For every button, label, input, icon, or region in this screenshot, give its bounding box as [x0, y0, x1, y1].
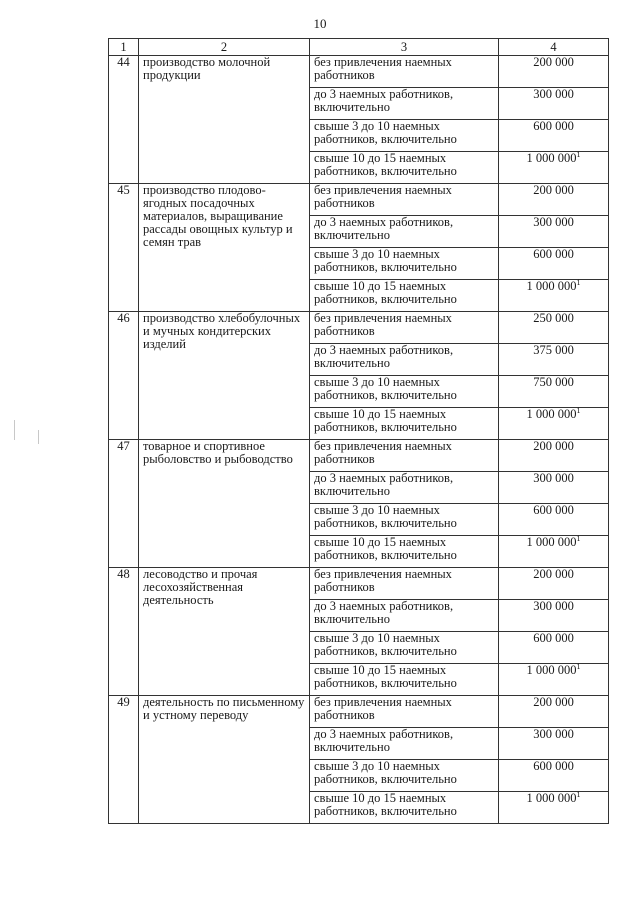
table-row [109, 312, 609, 344]
amount-cell [499, 312, 609, 344]
employee-condition: до 3 наемных работников, включительно [310, 472, 499, 504]
amount-value: 200 000 [533, 695, 574, 709]
amount-cell [499, 152, 609, 184]
margin-mark [14, 420, 15, 440]
header-row [109, 39, 609, 56]
activity-name: лесоводство и прочая лесохозяйственная деятельность [139, 568, 310, 696]
employee-condition: без привлечения наемных работников [310, 56, 499, 88]
amount-value: 600 000 [533, 247, 574, 261]
amount-value: 1 000 000 [526, 535, 577, 549]
employee-condition: свыше 10 до 15 наемных работников, включительно [310, 280, 499, 312]
activity-name: производство хлебобулочных и мучных кондитерских изделий [139, 312, 310, 440]
employee-condition: без привлечения наемных работников [310, 440, 499, 472]
employee-condition: до 3 наемных работников, включительно [310, 88, 499, 120]
employee-condition: свыше 10 до 15 наемных работников, включительно [310, 408, 499, 440]
amount-cell [499, 216, 609, 248]
activity-name: производство плодово-ягодных посадочных материалов, выращивание рассады овощных культур и семян трав [139, 184, 310, 312]
amount-cell [499, 504, 609, 536]
amount-cell [499, 600, 609, 632]
amount-value: 375 000 [533, 343, 574, 357]
page-number: 10 [313, 16, 327, 31]
employee-condition: свыше 3 до 10 наемных работников, включительно [310, 504, 499, 536]
row-number: 46 [109, 312, 139, 440]
amount-cell [499, 56, 609, 88]
amount-value: 1 000 000 [526, 407, 577, 421]
table-row [109, 56, 609, 88]
row-number: 45 [109, 184, 139, 312]
amount-cell [499, 536, 609, 568]
footnote-mark: 1 [576, 150, 581, 159]
amount-value: 600 000 [533, 119, 574, 133]
amount-cell [499, 632, 609, 664]
amount-cell [499, 696, 609, 728]
footnote-mark: 1 [576, 790, 581, 799]
amount-cell [499, 408, 609, 440]
employee-condition: без привлечения наемных работников [310, 184, 499, 216]
table-row [109, 184, 609, 216]
amount-cell [499, 120, 609, 152]
amount-value: 600 000 [533, 631, 574, 645]
footnote-mark: 1 [576, 406, 581, 415]
employee-condition: свыше 3 до 10 наемных работников, включительно [310, 248, 499, 280]
employee-condition: до 3 наемных работников, включительно [310, 600, 499, 632]
row-number: 47 [109, 440, 139, 568]
row-number: 48 [109, 568, 139, 696]
amount-value: 300 000 [533, 471, 574, 485]
employee-condition: без привлечения наемных работников [310, 312, 499, 344]
amount-value: 200 000 [533, 439, 574, 453]
column-header: 4 [499, 39, 609, 56]
row-number: 44 [109, 56, 139, 184]
amount-cell [499, 184, 609, 216]
footnote-mark: 1 [576, 534, 581, 543]
employee-condition: без привлечения наемных работников [310, 696, 499, 728]
activity-name: производство молочной продукции [139, 56, 310, 184]
amount-value: 1 000 000 [526, 279, 577, 293]
activity-name: товарное и спортивное рыболовство и рыбоводство [139, 440, 310, 568]
amount-value: 200 000 [533, 183, 574, 197]
amount-value: 200 000 [533, 55, 574, 69]
employee-condition: свыше 3 до 10 наемных работников, включительно [310, 760, 499, 792]
activity-name: деятельность по письменному и устному переводу [139, 696, 310, 824]
margin-mark [38, 430, 39, 444]
column-header: 2 [139, 39, 310, 56]
amount-cell [499, 248, 609, 280]
amount-cell [499, 728, 609, 760]
amount-value: 300 000 [533, 599, 574, 613]
employee-condition: свыше 10 до 15 наемных работников, включительно [310, 664, 499, 696]
amount-cell [499, 472, 609, 504]
amount-value: 200 000 [533, 567, 574, 581]
employee-condition: свыше 3 до 10 наемных работников, включительно [310, 376, 499, 408]
amount-cell [499, 792, 609, 824]
amount-value: 1 000 000 [526, 151, 577, 165]
amount-value: 300 000 [533, 727, 574, 741]
column-header: 3 [310, 39, 499, 56]
amount-value: 1 000 000 [526, 663, 577, 677]
amount-cell [499, 440, 609, 472]
amount-value: 250 000 [533, 311, 574, 325]
amount-cell [499, 760, 609, 792]
employee-condition: свыше 3 до 10 наемных работников, включительно [310, 632, 499, 664]
amount-cell [499, 376, 609, 408]
amount-value: 750 000 [533, 375, 574, 389]
column-header: 1 [109, 39, 139, 56]
employee-condition: свыше 10 до 15 наемных работников, включительно [310, 536, 499, 568]
table-row [109, 568, 609, 600]
amount-value: 300 000 [533, 215, 574, 229]
employee-condition: до 3 наемных работников, включительно [310, 728, 499, 760]
amount-value: 300 000 [533, 87, 574, 101]
footnote-mark: 1 [576, 662, 581, 671]
amount-cell [499, 344, 609, 376]
row-number: 49 [109, 696, 139, 824]
rates-table [108, 38, 609, 824]
amount-value: 600 000 [533, 503, 574, 517]
employee-condition: свыше 10 до 15 наемных работников, включительно [310, 152, 499, 184]
table-body [109, 56, 609, 824]
employee-condition: до 3 наемных работников, включительно [310, 344, 499, 376]
amount-value: 600 000 [533, 759, 574, 773]
amount-cell [499, 280, 609, 312]
amount-cell [499, 664, 609, 696]
employee-condition: свыше 3 до 10 наемных работников, включительно [310, 120, 499, 152]
employee-condition: до 3 наемных работников, включительно [310, 216, 499, 248]
amount-cell [499, 568, 609, 600]
footnote-mark: 1 [576, 278, 581, 287]
employee-condition: свыше 10 до 15 наемных работников, включительно [310, 792, 499, 824]
amount-cell [499, 88, 609, 120]
table-row [109, 696, 609, 728]
employee-condition: без привлечения наемных работников [310, 568, 499, 600]
table-row [109, 440, 609, 472]
amount-value: 1 000 000 [526, 791, 577, 805]
